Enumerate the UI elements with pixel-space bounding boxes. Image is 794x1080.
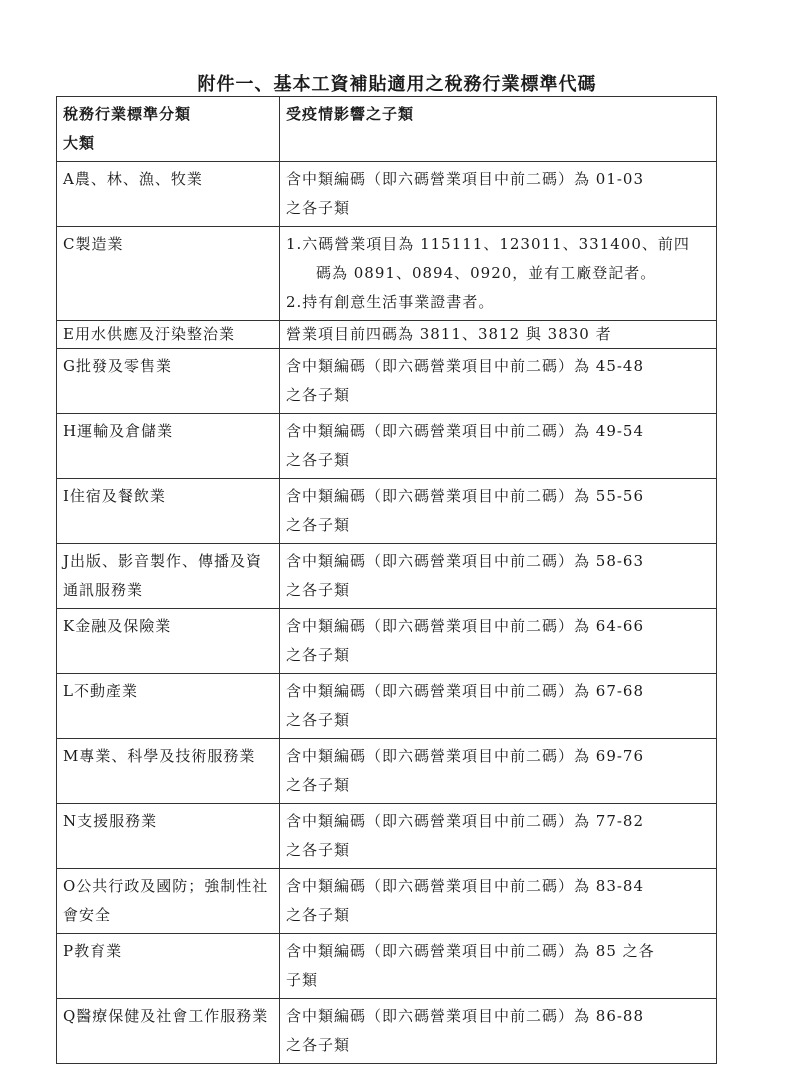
table-row xyxy=(57,479,717,544)
industry-category-cell: M專業、科學及技術服務業 xyxy=(57,739,280,804)
industry-category-cell: I住宿及餐飲業 xyxy=(57,479,280,544)
industry-category-cell: N支援服務業 xyxy=(57,804,280,869)
subcategory-text-line: 含中類編碼（即六碼營業項目中前二碼）為 49-54 xyxy=(286,422,645,440)
subcategory-text-line: 含中類編碼（即六碼營業項目中前二碼）為 85 之各 xyxy=(286,942,655,960)
industry-category-cell: O公共行政及國防；強制性社會安全 xyxy=(57,869,280,934)
affected-subcategory-cell xyxy=(280,999,717,1064)
subcategory-text-line: 含中類編碼（即六碼營業項目中前二碼）為 64-66 xyxy=(286,617,645,635)
subcategory-text-line: 之各子類 xyxy=(286,451,351,469)
subcategory-text-line: 碼為 0891、0894、0920，並有工廠登記者。 xyxy=(316,264,657,282)
subcategory-text-line: 含中類編碼（即六碼營業項目中前二碼）為 69-76 xyxy=(286,747,645,765)
subcategory-text-line: 之各子類 xyxy=(286,906,351,924)
table-row xyxy=(57,674,717,739)
affected-subcategory-cell xyxy=(280,609,717,674)
subcategory-text-line: 之各子類 xyxy=(286,841,351,859)
industry-category-cell: A農、林、漁、牧業 xyxy=(57,162,280,227)
affected-subcategory-cell xyxy=(280,414,717,479)
table-row xyxy=(57,739,717,804)
subcategory-text-line: 之各子類 xyxy=(286,1036,351,1054)
affected-subcategory-cell xyxy=(280,739,717,804)
subcategory-text-line: 含中類編碼（即六碼營業項目中前二碼）為 83-84 xyxy=(286,877,645,895)
subcategory-text-line: 之各子類 xyxy=(286,776,351,794)
table-row xyxy=(57,544,717,609)
industry-category-cell: E用水供應及汙染整治業 xyxy=(57,321,280,349)
affected-subcategory-cell xyxy=(280,674,717,739)
table-row xyxy=(57,227,717,321)
subcategory-text-line: 含中類編碼（即六碼營業項目中前二碼）為 45-48 xyxy=(286,357,645,375)
header-subcategory-cell: 受疫情影響之子類 xyxy=(280,97,717,162)
table-row xyxy=(57,869,717,934)
header-category-line-2: 大類 xyxy=(63,134,96,152)
industry-category-cell: P教育業 xyxy=(57,934,280,999)
affected-subcategory-cell xyxy=(280,349,717,414)
subcategory-text-line: 含中類編碼（即六碼營業項目中前二碼）為 58-63 xyxy=(286,552,645,570)
subcategory-text-line: 含中類編碼（即六碼營業項目中前二碼）為 67-68 xyxy=(286,682,645,700)
subcategory-text-line: 含中類編碼（即六碼營業項目中前二碼）為 01-03 xyxy=(286,170,645,188)
subcategory-text-line: 之各子類 xyxy=(286,646,351,664)
header-category-line-1: 稅務行業標準分類 xyxy=(63,105,192,123)
industry-category-cell: Q醫療保健及社會工作服務業 xyxy=(57,999,280,1064)
industry-category-cell: H運輸及倉儲業 xyxy=(57,414,280,479)
subcategory-text-line: 之各子類 xyxy=(286,199,351,217)
table-row xyxy=(57,609,717,674)
industry-category-cell: J出版、影音製作、傳播及資通訊服務業 xyxy=(57,544,280,609)
affected-subcategory-cell xyxy=(280,544,717,609)
subcategory-text-line: 含中類編碼（即六碼營業項目中前二碼）為 55-56 xyxy=(286,487,645,505)
table-row xyxy=(57,349,717,414)
table-row xyxy=(57,414,717,479)
subcategory-text-line: 營業項目前四碼為 3811、3812 與 3830 者 xyxy=(286,325,612,343)
table-row xyxy=(57,999,717,1064)
industry-category-cell: G批發及零售業 xyxy=(57,349,280,414)
subcategory-text-line: 含中類編碼（即六碼營業項目中前二碼）為 77-82 xyxy=(286,812,645,830)
table-header-row xyxy=(57,97,717,162)
subcategory-text-line: 之各子類 xyxy=(286,516,351,534)
affected-subcategory-cell xyxy=(280,321,717,349)
header-category-cell xyxy=(57,97,280,162)
subcategory-text-line: 之各子類 xyxy=(286,581,351,599)
affected-subcategory-cell xyxy=(280,869,717,934)
affected-subcategory-cell xyxy=(280,162,717,227)
subcategory-text-line: 之各子類 xyxy=(286,386,351,404)
industry-category-cell: L不動產業 xyxy=(57,674,280,739)
industry-category-cell: C製造業 xyxy=(57,227,280,321)
industry-category-cell: K金融及保險業 xyxy=(57,609,280,674)
affected-subcategory-cell xyxy=(280,227,717,321)
table-row xyxy=(57,934,717,999)
industry-code-table xyxy=(56,96,717,1064)
table-row xyxy=(57,804,717,869)
subcategory-text-line: 2.持有創意生活事業證書者。 xyxy=(286,293,495,311)
document-title: 附件一、基本工資補貼適用之稅務行業標準代碼 xyxy=(197,74,597,95)
affected-subcategory-cell xyxy=(280,479,717,544)
subcategory-text-line: 之各子類 xyxy=(286,711,351,729)
subcategory-text-line: 1.六碼營業項目為 115111、123011、331400、前四 xyxy=(286,235,690,253)
subcategory-text-line: 子類 xyxy=(286,971,319,989)
affected-subcategory-cell xyxy=(280,804,717,869)
subcategory-text-line: 含中類編碼（即六碼營業項目中前二碼）為 86-88 xyxy=(286,1007,645,1025)
table-row xyxy=(57,162,717,227)
affected-subcategory-cell xyxy=(280,934,717,999)
table-row xyxy=(57,321,717,349)
